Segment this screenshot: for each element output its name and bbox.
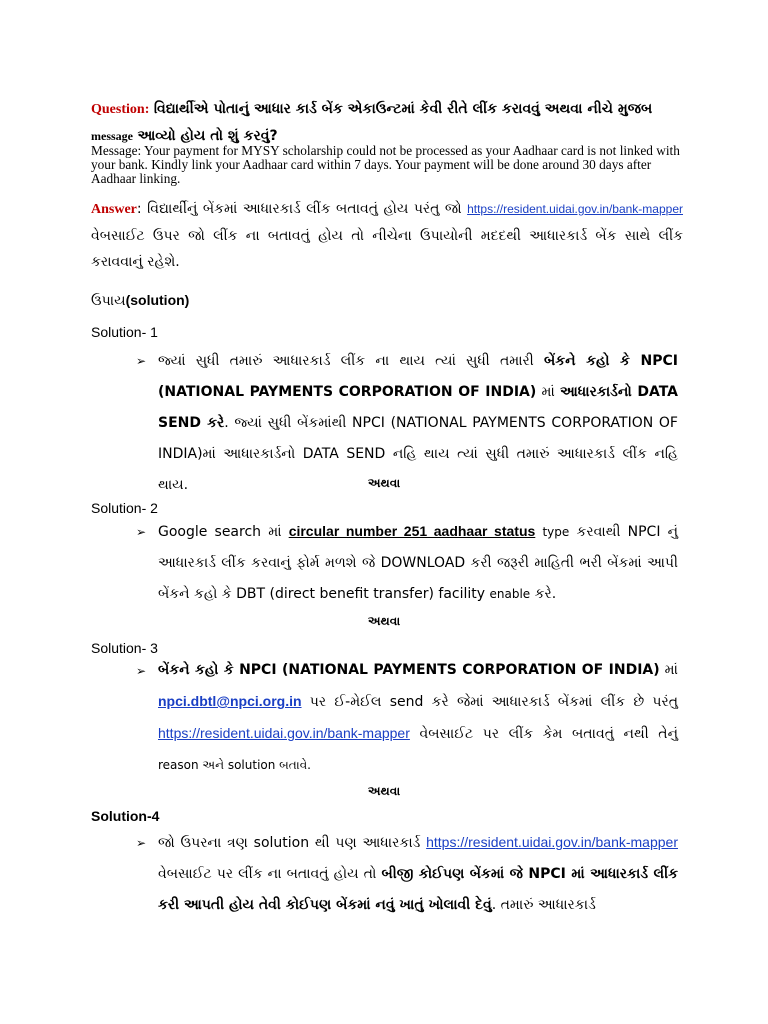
solution-heading-gu: ઉપાય — [91, 293, 126, 309]
or-separator-2: અથવા — [367, 614, 401, 628]
solution-2-t3: કરવાથી NPCI નું આધારકાર્ડ લીંક કરવાનું ફોર્મ મળશે જે DOWNLOAD કરી જરૂરી માહિતી ભરી બેંકમાં આપી બેંકને કહો કે DBT (direct benefit transfer) facility — [158, 524, 679, 602]
solution-2-t1: Google search માં — [158, 524, 282, 540]
solution-3-t3: પર ઈ-મેઈલ send કરે જેમાં આધારકાર્ડ બેંકમાં લીંક છે પરંતુ — [309, 694, 678, 710]
question-colon: : — [144, 102, 150, 117]
bullet-icon: ➢ — [136, 836, 147, 850]
solution-3-t4: વેબસાઈટ પર લીંક કેમ બતાવતું નથી તેનું — [419, 726, 679, 742]
solution-1-title: Solution- 1 — [91, 324, 158, 340]
solution-3-title: Solution- 3 — [91, 640, 158, 656]
question-text-line2: આવ્યો હોય તો શું કરવું? — [137, 128, 278, 144]
solution-3-bank-mapper-link[interactable]: https://resident.uidai.gov.in/bank-mapper — [158, 725, 410, 741]
solution-3-text — [158, 655, 678, 781]
answer-label: Answer — [91, 202, 137, 217]
bullet-icon: ➢ — [136, 354, 147, 368]
solution-1-t1: જ્યાં સુધી તમારું આધારકાર્ડ લીંક ના થાય ત્યાં સુધી તમારી — [158, 353, 534, 369]
solution-3-t5: reason અને solution બતાવે. — [158, 758, 311, 772]
solution-3-t2: માં — [664, 662, 678, 678]
answer-colon: : — [136, 201, 142, 217]
answer-block — [91, 196, 683, 275]
solution-4-t2: વેબસાઈટ પર લીંક ના બતાવતું હોય તો — [158, 866, 377, 882]
solution-3-t1: બેંકને કહો કે NPCI (NATIONAL PAYMENTS CORPORATION OF INDIA) — [158, 662, 660, 678]
answer-text-2: વેબસાઈટ ઉપર જો લીંક ના બતાવતું હોય તો નીચેના ઉપાયોની મદદથી આધારકાર્ડ બેંક સાથે લીંક કરાવવાનું રહેશે. — [91, 228, 683, 270]
answer-bank-mapper-link[interactable]: https://resident.uidai.gov.in/bank-mapper — [467, 202, 683, 216]
or-separator-1: અથવા — [367, 476, 401, 490]
or-separator-3: અથવા — [367, 784, 401, 798]
message-text: Message: Your payment for MYSY scholarship could not be processed as your Aadhaar card is not linked with your bank. Kindly link your Aadhaar card within 7 days. Your payment will be done around 30 days after Aadhaar linking. — [91, 143, 680, 186]
solution-1-t2: માં — [541, 384, 555, 400]
answer-text-1: વિદ્યાર્થીનું બેંકમાં આધારકાર્ડ લીંક બતાવતું હોય પરંતુ જો — [147, 201, 462, 217]
solution-1-b1: બેંકને કહો કે NPCI (NATIONAL PAYMENTS CORPORATION OF INDIA) — [158, 353, 678, 400]
question-text-line1: વિદ્યાર્થીએ પોતાનું આધાર કાર્ડ બેંક એકાઉન્ટમાં કેવી રીતે લીંક કરાવવું અથવા નીચે મુજબ — [153, 101, 653, 117]
solution-4-text — [158, 827, 678, 921]
solution-1-t3: . જ્યાં સુધી બેંકમાંથી NPCI (NATIONAL PAYMENTS CORPORATION OF INDIA)માં આધારકાર્ડનો DATA SEND નહિ થાય ત્યાં સુધી તમારું આધારકાર્ડ લીંક નહિ થાય. — [158, 415, 678, 493]
question-message-word: message — [91, 129, 133, 143]
solution-4-t3: . તમારું આધારકાર્ડ — [491, 897, 596, 913]
solution-4-b1: બીજી કોઈપણ બેંકમાં જે NPCI માં આધારકાર્ડ લીંક કરી આપતી હોય તેવી કોઈપણ બેંકમાં નવું ખાતું ખોલાવી દેવું — [158, 866, 678, 913]
solution-2-t2: type — [542, 525, 570, 539]
solution-heading — [91, 292, 189, 309]
question-label: Question — [91, 102, 145, 117]
solution-4-bank-mapper-link[interactable]: https://resident.uidai.gov.in/bank-mapper — [426, 834, 678, 850]
solution-heading-en: (solution) — [125, 292, 190, 308]
solution-2-text — [158, 516, 678, 610]
solution-3-email-link[interactable]: npci.dbtl@npci.org.in — [158, 693, 302, 709]
bullet-icon: ➢ — [136, 664, 147, 678]
question-block — [91, 96, 683, 149]
solution-2-t5: કરે. — [534, 586, 557, 602]
solution-2-title: Solution- 2 — [91, 500, 158, 516]
solution-1-b2: આધારકાર્ડનો DATA SEND કરે — [158, 384, 678, 431]
solution-4-title: Solution-4 — [91, 808, 160, 824]
bullet-icon: ➢ — [136, 525, 147, 539]
solution-4-t1: જો ઉપરના ત્રણ solution થી પણ આધારકાર્ડ — [158, 835, 421, 851]
solution-2-b1: circular number 251 aadhaar status — [288, 523, 536, 539]
solution-2-t4: enable — [489, 587, 531, 601]
